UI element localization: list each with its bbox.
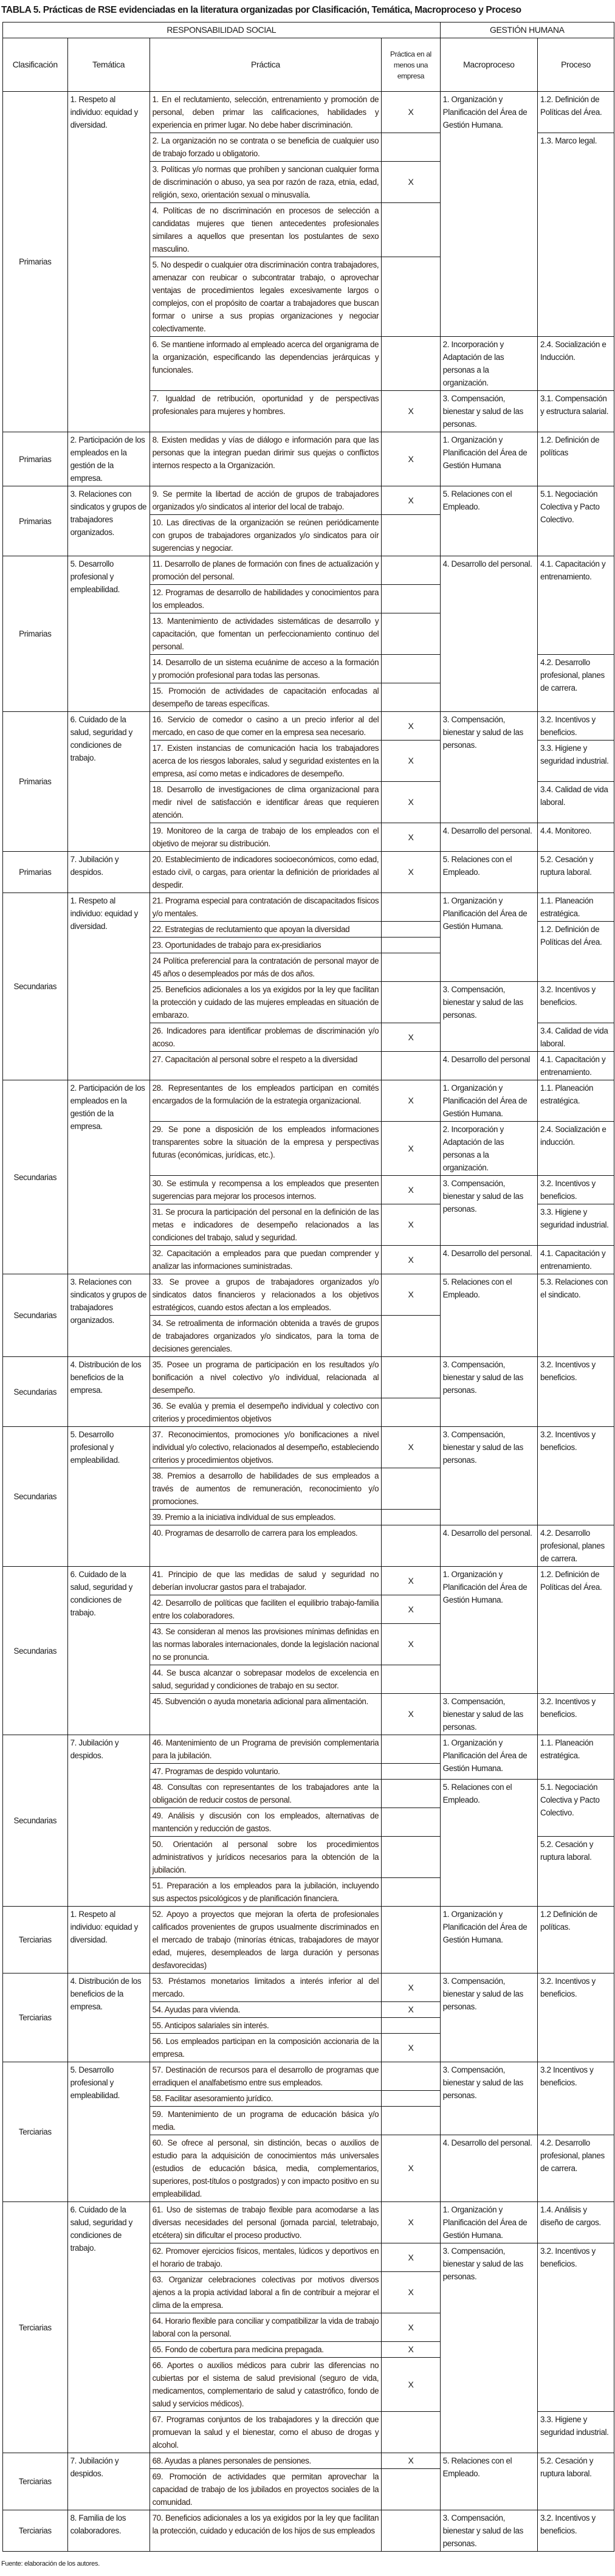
- proceso-cell: 3.2 Incentivos y beneficios.: [538, 2062, 614, 2135]
- proceso-cell: 4.1. Capacitación y entrenamiento.: [538, 556, 614, 655]
- practica-empresa-mark: [382, 1780, 440, 1808]
- practica-cell: 8. Existen medidas y vías de diálogo e información para que las personas que la integran puedan dirimir sus quejas o conflictos internos respecto a la Organización.: [149, 432, 382, 486]
- practica-empresa-mark: X: [382, 2202, 440, 2243]
- proceso-cell: 3.2. Incentivos y beneficios.: [538, 1357, 614, 1427]
- practica-cell: 4. Políticas de no discriminación en procesos de selección a candidatas mujeres que tienen antecedentes profesionales similares a aquellos que presentan los postulantes de sexo masculino.: [149, 203, 382, 257]
- practica-empresa-mark: X: [382, 2342, 440, 2358]
- macroproceso-cell: 3. Compensación, bienestar y salud de las personas.: [440, 1694, 537, 1735]
- clasificacion-cell: Primarias: [3, 486, 68, 556]
- proceso-cell: 5.1. Negociación Colectiva y Pacto Colectivo.: [538, 1780, 614, 1837]
- tematica-cell: 1. Respeto al individuo: equidad y diversidad.: [67, 1907, 149, 1973]
- table-row: [3, 432, 614, 486]
- practica-empresa-mark: [382, 585, 440, 613]
- clasificacion-cell: Terciarias: [3, 2453, 68, 2510]
- practica-cell: 22. Estrategias de reclutamiento que apoyan la diversidad: [149, 922, 382, 938]
- table-row: [3, 893, 614, 922]
- practica-empresa-mark: X: [382, 2358, 440, 2412]
- tematica-cell: 2. Participación de los empleados en la gestión de la empresa.: [67, 1080, 149, 1274]
- macroproceso-cell: 1. Organización y Planificación del Área de Gestión Humana.: [440, 1735, 537, 1780]
- clasificacion-cell: Primarias: [3, 432, 68, 486]
- proceso-cell: 3.2. Incentivos y beneficios.: [538, 1427, 614, 1525]
- proceso-cell: 4.2. Desarrollo profesional, planes de carrera.: [538, 2135, 614, 2202]
- proceso-cell: 5.2. Cesación y ruptura laboral.: [538, 1837, 614, 1907]
- proceso-cell: 3.2. Incentivos y beneficios.: [538, 1973, 614, 2062]
- practica-cell: 26. Indicadores para identificar problemas de discriminación y/o acoso.: [149, 1023, 382, 1052]
- practica-cell: 23. Oportunidades de trabajo para ex-presidiarios: [149, 938, 382, 953]
- practica-empresa-mark: X: [382, 2453, 440, 2469]
- practica-cell: 28. Representantes de los empleados participan en comités encargados de la formulación de la estrategia organizacional.: [149, 1080, 382, 1122]
- macroproceso-cell: 4. Desarrollo del personal.: [440, 823, 537, 852]
- table-row: [3, 1907, 614, 1973]
- practica-cell: 40. Programas de desarrollo de carrera para los empleados.: [149, 1525, 382, 1567]
- practica-empresa-mark: X: [382, 1204, 440, 1246]
- tematica-cell: 6. Cuidado de la salud, seguridad y condiciones de trabajo.: [67, 2202, 149, 2453]
- practica-empresa-mark: X: [382, 712, 440, 741]
- macroproceso-cell: 4. Desarrollo del personal.: [440, 2135, 537, 2202]
- macroproceso-cell: 3. Compensación, bienestar y salud de las personas.: [440, 2243, 537, 2453]
- practica-empresa-mark: X: [382, 1023, 440, 1052]
- practica-cell: 38. Premios a desarrollo de habilidades de sus empleados a través de aumentos de remuneración, reconocimiento y/o promociones.: [149, 1468, 382, 1510]
- proceso-cell: 1.2. Definición de Políticas del Área.: [538, 922, 614, 982]
- table-row: [3, 556, 614, 585]
- macroproceso-cell: 4. Desarrollo del personal.: [440, 1246, 537, 1274]
- practica-empresa-mark: [382, 1878, 440, 1907]
- practica-cell: 36. Se evalúa y premia el desempeño individual y colectivo con criterios y procedimientos objetivos: [149, 1398, 382, 1427]
- proceso-cell: 1.3. Marco legal.: [538, 133, 614, 337]
- practica-cell: 50. Orientación al personal sobre los procedimientos administrativos y jurídicos necesarios para la obtención de la jubilación.: [149, 1837, 382, 1878]
- practica-cell: 15. Promoción de actividades de capacitación enfocadas al desempeño de tareas específicas.: [149, 683, 382, 712]
- practica-cell: 32. Capacitación a empleados para que puedan comprender y analizar las informaciones suministradas.: [149, 1246, 382, 1274]
- practica-cell: 53. Préstamos monetarios limitados a interés inferior al del mercado.: [149, 1973, 382, 2002]
- proceso-cell: 4.4. Monitoreo.: [538, 823, 614, 852]
- macroproceso-cell: 3. Compensación, bienestar y salud de las personas.: [440, 1427, 537, 1525]
- practica-empresa-mark: X: [382, 782, 440, 823]
- practica-empresa-mark: [382, 1837, 440, 1878]
- header-tematica: Temática: [67, 38, 149, 92]
- clasificacion-cell: Primarias: [3, 852, 68, 893]
- practica-empresa-mark: [382, 337, 440, 391]
- practica-empresa-mark: [382, 953, 440, 982]
- practica-empresa-mark: [382, 1665, 440, 1694]
- practica-cell: 41. Principio de que las medidas de salud y seguridad no deberían involucrar gastos para el trabajador.: [149, 1567, 382, 1595]
- practica-cell: 57. Destinación de recursos para el desarrollo de programas que erradiquen el analfabetismo entre sus empleados.: [149, 2062, 382, 2091]
- clasificacion-cell: Primarias: [3, 712, 68, 852]
- practica-empresa-mark: X: [382, 1080, 440, 1122]
- proceso-cell: 3.2. Incentivos y beneficios.: [538, 2243, 614, 2412]
- proceso-cell: 3.2. Incentivos y beneficios.: [538, 1694, 614, 1735]
- practica-empresa-mark: X: [382, 432, 440, 486]
- practica-cell: 61. Uso de sistemas de trabajo flexible para acomodarse a las diversas necesidades del personal (jornada parcial, teletrabajo, etcétera) sin dificultar el proceso productivo.: [149, 2202, 382, 2243]
- practica-cell: 25. Beneficios adicionales a los ya exigidos por la ley que facilitan la protección y cuidado de las mujeres empleadas en situación de embarazo.: [149, 982, 382, 1023]
- practica-empresa-mark: [382, 1316, 440, 1357]
- tematica-cell: 7. Jubilación y despidos.: [67, 1735, 149, 1907]
- practica-cell: 13. Mantenimiento de actividades sistemáticas de desarrollo y capacitación, que fomentan un perfeccionamiento continuo del personal.: [149, 613, 382, 655]
- practica-empresa-mark: [382, 893, 440, 922]
- practica-empresa-mark: X: [382, 1427, 440, 1468]
- proceso-cell: 2.4. Socialización e inducción.: [538, 1122, 614, 1176]
- macroproceso-cell: 1. Organización y Planificación del Área de Gestión Humana.: [440, 1080, 537, 1122]
- practica-cell: 69. Promoción de actividades que permitan aprovechar la capacidad de trabajo de los jubilados en proyectos sociales de la comunidad.: [149, 2469, 382, 2510]
- macroproceso-cell: 1. Organización y Planificación del Área de Gestión Humana.: [440, 1907, 537, 1973]
- proceso-cell: 5.2. Cesación y ruptura laboral.: [538, 2453, 614, 2510]
- practica-cell: 33. Se provee a grupos de trabajadores organizados y/o sindicatos datos financieros y relacionados a los objetivos estratégicos, cuando estos afectan a los empleados.: [149, 1274, 382, 1316]
- proceso-cell: 3.4. Calidad de vida laboral.: [538, 782, 614, 823]
- practica-empresa-mark: [382, 1398, 440, 1427]
- practica-empresa-mark: [382, 613, 440, 655]
- practica-empresa-mark: [382, 556, 440, 585]
- practica-empresa-mark: X: [382, 2135, 440, 2202]
- practica-empresa-mark: X: [382, 1122, 440, 1176]
- practica-empresa-mark: X: [382, 92, 440, 133]
- practica-cell: 12. Programas de desarrollo de habilidades y conocimientos para los empleados.: [149, 585, 382, 613]
- practica-cell: 27. Capacitación al personal sobre el respeto a la diversidad: [149, 1052, 382, 1080]
- tematica-cell: 6. Cuidado de la salud, seguridad y condiciones de trabajo.: [67, 1567, 149, 1735]
- macroproceso-cell: 1. Organización y Planificación del Área de Gestión Humana.: [440, 92, 537, 337]
- practica-cell: 10. Las directivas de la organización se reúnen periódicamente con grupos de trabajadores organizados y/o sindicatos para oír sugerencias y negociar.: [149, 515, 382, 556]
- clasificacion-cell: Secundarias: [3, 1735, 68, 1907]
- practica-empresa-mark: [382, 922, 440, 938]
- proceso-cell: 1.2. Definición de políticas: [538, 432, 614, 486]
- practica-cell: 68. Ayudas a planes personales de pensiones.: [149, 2453, 382, 2469]
- header-proceso: Proceso: [538, 38, 614, 92]
- practica-empresa-mark: X: [382, 486, 440, 515]
- practica-cell: 21. Programa especial para contratación de discapacitados físicos y/o mentales.: [149, 893, 382, 922]
- practica-empresa-mark: X: [382, 1567, 440, 1595]
- macroproceso-cell: 3. Compensación, bienestar y salud de las personas.: [440, 712, 537, 823]
- practica-cell: 67. Programas conjuntos de los trabajadores y la dirección que promuevan la salud y el bienestar, como el abuso de drogas y alcohol.: [149, 2412, 382, 2453]
- practica-cell: 44. Se busca alcanzar o sobrepasar modelos de excelencia en salud, seguridad y condiciones de trabajo en su sector.: [149, 1665, 382, 1694]
- practica-cell: 48. Consultas con representantes de los trabajadores ante la obligación de reducir costos de personal.: [149, 1780, 382, 1808]
- practica-empresa-mark: [382, 1808, 440, 1837]
- practica-empresa-mark: [382, 2412, 440, 2453]
- practica-empresa-mark: [382, 1907, 440, 1973]
- clasificacion-cell: Terciarias: [3, 2510, 68, 2552]
- table-title: TABLA 5. Prácticas de RSE evidenciadas en la literatura organizadas por Clasificación, Temática, Macroproceso y Proceso: [1, 5, 521, 15]
- tematica-cell: 3. Relaciones con sindicatos y grupos de trabajadores organizados.: [67, 486, 149, 556]
- macroproceso-cell: 5. Relaciones con el Empleado.: [440, 486, 537, 556]
- practica-empresa-mark: X: [382, 2313, 440, 2342]
- practica-empresa-mark: [382, 1764, 440, 1780]
- practica-cell: 2. La organización no se contrata o se beneficia de cualquier uso de trabajo forzado u obligatorio.: [149, 133, 382, 162]
- practica-empresa-mark: X: [382, 2272, 440, 2313]
- practica-cell: 42. Desarrollo de políticas que faciliten el equilibrio trabajo-familia entre los colaboradores.: [149, 1595, 382, 1624]
- tematica-cell: 4. Distribución de los beneficios de la empresa.: [67, 1357, 149, 1427]
- proceso-cell: 5.2. Cesación y ruptura laboral.: [538, 852, 614, 893]
- practica-empresa-mark: X: [382, 1624, 440, 1665]
- header-macroproceso: Macroproceso: [440, 38, 537, 92]
- practica-cell: 5. No despedir o cualquier otra discriminación contra trabajadores, amenazar con reubicar o subcontratar trabajo, o aprovechar ventajas de procedimientos legales excesivamente largos o complejos, con el propósito de coartar a trabajadores que buscan formar o unirse a sus propias organizaciones y negociar colectivamente.: [149, 257, 382, 337]
- macroproceso-cell: 1. Organización y Planificación del Área de Gestión Humana: [440, 432, 537, 486]
- tematica-cell: 4. Distribución de los beneficios de la empresa.: [67, 1973, 149, 2062]
- proceso-cell: 3.2. Incentivos y beneficios.: [538, 1176, 614, 1204]
- practica-empresa-mark: X: [382, 391, 440, 432]
- table-row: [3, 852, 614, 893]
- practica-cell: 7. Igualdad de retribución, oportunidad y de perspectivas profesionales para mujeres y hombres.: [149, 391, 382, 432]
- proceso-cell: 1.2. Definición de Políticas del Área.: [538, 92, 614, 133]
- macroproceso-cell: 3. Compensación, bienestar y salud de las personas.: [440, 1176, 537, 1246]
- macroproceso-cell: 2. Incorporación y Adaptación de las personas a la organización.: [440, 337, 537, 391]
- practica-empresa-mark: X: [382, 2002, 440, 2018]
- macroproceso-cell: 3. Compensación, bienestar y salud de las personas.: [440, 1357, 537, 1427]
- table-row: [3, 1274, 614, 1316]
- practica-empresa-mark: [382, 1510, 440, 1525]
- practica-cell: 43. Se consideran al menos las provisiones mínimas definidas en las normas laborales internacionales, donde la legislación nacional no se pronuncia.: [149, 1624, 382, 1665]
- table-row: [3, 712, 614, 741]
- practica-empresa-mark: [382, 2107, 440, 2135]
- practica-empresa-mark: [382, 2510, 440, 2552]
- practica-cell: 9. Se permite la libertad de acción de grupos de trabajadores organizados y/o sindicatos al interior del local de trabajo.: [149, 486, 382, 515]
- clasificacion-cell: Primarias: [3, 556, 68, 712]
- proceso-cell: 3.2. Incentivos y beneficios.: [538, 982, 614, 1023]
- proceso-cell: 1.1. Planeación estratégica.: [538, 1080, 614, 1122]
- tematica-cell: 7. Jubilación y despidos.: [67, 852, 149, 893]
- proceso-cell: 3.3. Higiene y seguridad industrial.: [538, 1204, 614, 1246]
- tematica-cell: 1. Respeto al individuo: equidad y diversidad.: [67, 893, 149, 1080]
- practica-empresa-mark: [382, 2062, 440, 2091]
- practica-empresa-mark: X: [382, 1694, 440, 1735]
- practica-cell: 59. Mantenimiento de un programa de educación básica y/o media.: [149, 2107, 382, 2135]
- macroproceso-cell: 2. Incorporación y Adaptación de las personas a la organización.: [440, 1122, 537, 1176]
- tematica-cell: 5. Desarrollo profesional y empleabilidad.: [67, 556, 149, 712]
- practica-cell: 37. Reconocimientos, promociones y/o bonificaciones a nivel individual y/o colectivo, relacionados al desempeño, estableciendo criterios y procedimientos objetivos.: [149, 1427, 382, 1468]
- practica-cell: 31. Se procura la participación del personal en la definición de las metas e indicadores de desempeño relacionados a las condiciones del trabajo, salud y seguridad.: [149, 1204, 382, 1246]
- proceso-cell: 3.1. Compensación y estructura salarial.: [538, 391, 614, 432]
- tematica-cell: 3. Relaciones con sindicatos y grupos de trabajadores organizados.: [67, 1274, 149, 1357]
- clasificacion-cell: Terciarias: [3, 1907, 68, 1973]
- header-responsabilidad-social: RESPONSABILIDAD SOCIAL: [3, 22, 441, 38]
- practica-cell: 66. Aportes o auxilios médicos para cubrir las diferencias no cubiertas por el sistema de salud previsional (seguro de vida, medicamentos, complementario de salud y catastrófico, fondo de salud y servicios médicos).: [149, 2358, 382, 2412]
- practica-cell: 64. Horario flexible para conciliar y compatibilizar la vida de trabajo laboral con la personal.: [149, 2313, 382, 2342]
- header-practica-empresa: Práctica en al menos una empresa: [382, 38, 440, 92]
- macroproceso-cell: 5. Relaciones con el Empleado.: [440, 852, 537, 893]
- macroproceso-cell: 5. Relaciones con el Empleado.: [440, 2453, 537, 2510]
- table-row: [3, 1357, 614, 1398]
- practica-empresa-mark: X: [382, 2034, 440, 2062]
- practica-empresa-mark: [382, 2091, 440, 2107]
- practica-empresa-mark: [382, 1052, 440, 1080]
- table-row: [3, 2062, 614, 2091]
- macroproceso-cell: 3. Compensación, bienestar y salud de las personas.: [440, 2510, 537, 2552]
- proceso-cell: 3.3. Higiene y seguridad industrial.: [538, 2412, 614, 2453]
- practica-cell: 16. Servicio de comedor o casino a un precio inferior al del mercado, en caso de que comer en la empresa sea necesario.: [149, 712, 382, 741]
- practica-empresa-mark: X: [382, 1274, 440, 1316]
- proceso-cell: 4.2. Desarrollo profesional, planes de carrera.: [538, 1525, 614, 1567]
- clasificacion-cell: Secundarias: [3, 1567, 68, 1735]
- practica-empresa-mark: [382, 2018, 440, 2034]
- table-row: [3, 486, 614, 515]
- practica-empresa-mark: [382, 257, 440, 337]
- table-row: [3, 1567, 614, 1595]
- practica-cell: 54. Ayudas para vivienda.: [149, 2002, 382, 2018]
- table-row: [3, 2202, 614, 2243]
- proceso-cell: 2.4. Socialización e Inducción.: [538, 337, 614, 391]
- proceso-cell: 3.2. Incentivos y beneficios.: [538, 2510, 614, 2552]
- macroproceso-cell: 1. Organización y Planificación del Área de Gestión Humana.: [440, 893, 537, 982]
- practica-cell: 70. Beneficios adicionales a los ya exigidos por la ley que facilitan la protección, cuidado y educación de los hijos de sus empleados: [149, 2510, 382, 2552]
- table-row: [3, 2453, 614, 2469]
- macroproceso-cell: 4. Desarrollo del personal: [440, 1052, 537, 1080]
- macroproceso-cell: 3. Compensación, bienestar y salud de las personas.: [440, 1973, 537, 2062]
- macroproceso-cell: 3. Compensación, bienestar y salud de las personas.: [440, 391, 537, 432]
- practica-cell: 3. Políticas y/o normas que prohíben y sancionan cualquier forma de discriminación o abuso, ya sea por razón de raza, etnia, edad, religión, sexo, orientación sexual o minusvalía.: [149, 162, 382, 203]
- practica-cell: 56. Los empleados participan en la composición accionaria de la empresa.: [149, 2034, 382, 2062]
- practica-cell: 20. Establecimiento de indicadores socioeconómicos, como edad, estado civil, o cargas, para orientar la definición de prioridades al despedir.: [149, 852, 382, 893]
- practica-empresa-mark: X: [382, 852, 440, 893]
- proceso-cell: 5.3. Relaciones con el sindicato.: [538, 1274, 614, 1357]
- practica-cell: 11. Desarrollo de planes de formación con fines de actualización y promoción del personal.: [149, 556, 382, 585]
- table-row: [3, 1080, 614, 1122]
- clasificacion-cell: Primarias: [3, 92, 68, 432]
- proceso-cell: 3.4. Calidad de vida laboral.: [538, 1023, 614, 1052]
- macroproceso-cell: 4. Desarrollo del personal.: [440, 1525, 537, 1567]
- clasificacion-cell: Secundarias: [3, 893, 68, 1080]
- header-clasificacion: Clasificación: [3, 38, 68, 92]
- practica-cell: 18. Desarrollo de investigaciones de clima organizacional para medir nivel de satisfacción e identificar áreas que requieren atención.: [149, 782, 382, 823]
- header-gestion-humana: GESTIÓN HUMANA: [440, 22, 614, 38]
- proceso-cell: 1.1. Planeación estratégica.: [538, 893, 614, 922]
- practica-empresa-mark: [382, 655, 440, 683]
- clasificacion-cell: Terciarias: [3, 1973, 68, 2062]
- practica-empresa-mark: X: [382, 162, 440, 203]
- practica-empresa-mark: [382, 938, 440, 953]
- practica-cell: 55. Anticipos salariales sin interés.: [149, 2018, 382, 2034]
- table-row: [3, 1973, 614, 2002]
- practica-empresa-mark: [382, 133, 440, 162]
- table-body: [3, 92, 614, 2552]
- clasificacion-cell: Terciarias: [3, 2202, 68, 2453]
- clasificacion-cell: Secundarias: [3, 1080, 68, 1274]
- proceso-cell: 3.3. Higiene y seguridad industrial.: [538, 741, 614, 782]
- practica-empresa-mark: [382, 2469, 440, 2510]
- macroproceso-cell: 5. Relaciones con el Empleado.: [440, 1780, 537, 1907]
- practica-cell: 14. Desarrollo de un sistema ecuánime de acceso a la formación y promoción profesional para todas las personas.: [149, 655, 382, 683]
- proceso-cell: 1.2 Definición de políticas.: [538, 1907, 614, 1973]
- practica-empresa-mark: X: [382, 823, 440, 852]
- source-note: Fuente: elaboración de los autores.: [1, 2560, 100, 2567]
- proceso-cell: 1.2. Definición de Políticas del Área.: [538, 1567, 614, 1694]
- proceso-cell: 4.1. Capacitación y entrenamiento.: [538, 1246, 614, 1274]
- practica-cell: 30. Se estimula y recompensa a los empleados que presenten sugerencias para mejorar los procesos internos.: [149, 1176, 382, 1204]
- macroproceso-cell: 1. Organización y Planificación del Área de Gestión Humana.: [440, 1567, 537, 1694]
- practica-cell: 29. Se pone a disposición de los empleados informaciones transparentes sobre la situación de la empresa y perspectivas futuras (económicas, jurídicas, etc.).: [149, 1122, 382, 1176]
- rse-practices-table: [2, 22, 614, 2552]
- proceso-cell: 1.1. Planeación estratégica.: [538, 1735, 614, 1780]
- clasificacion-cell: Secundarias: [3, 1274, 68, 1357]
- clasificacion-cell: Secundarias: [3, 1357, 68, 1427]
- practica-cell: 1. En el reclutamiento, selección, entrenamiento y promoción de personal, deben primar las calificaciones, habilidades y experiencia en primer lugar. No debe haber discriminación.: [149, 92, 382, 133]
- macroproceso-cell: 4. Desarrollo del personal.: [440, 556, 537, 712]
- practica-empresa-mark: [382, 203, 440, 257]
- table-row: [3, 92, 614, 133]
- practica-cell: 51. Preparación a los empleados para la jubilación, incluyendo sus aspectos psicológicos y de planificación financiera.: [149, 1878, 382, 1907]
- practica-empresa-mark: [382, 1525, 440, 1567]
- tematica-cell: 5. Desarrollo profesional y empleabilidad.: [67, 1427, 149, 1567]
- practica-empresa-mark: X: [382, 1973, 440, 2002]
- proceso-cell: 1.4. Análisis y diseño de cargos.: [538, 2202, 614, 2243]
- practica-cell: 6. Se mantiene informado al empleado acerca del organigrama de la organización, especificando las dependencias jerárquicas y funcionales.: [149, 337, 382, 391]
- macroproceso-cell: 1. Organización y Planificación del Área de Gestión Humana.: [440, 2202, 537, 2243]
- table-row: [3, 2510, 614, 2552]
- practica-cell: 60. Se ofrece al personal, sin distinción, becas o auxilios de estudio para la adquisición de conocimientos más universales (estudios de educación básica, media, complementarios, superiores, post-títulos o postgrados) y con impacto positivo en su empleabilidad.: [149, 2135, 382, 2202]
- clasificacion-cell: Terciarias: [3, 2062, 68, 2202]
- practica-cell: 19. Monitoreo de la carga de trabajo de los empleados con el objetivo de mejorar su distribución.: [149, 823, 382, 852]
- practica-empresa-mark: X: [382, 1595, 440, 1624]
- proceso-cell: 4.1. Capacitación y entrenamiento.: [538, 1052, 614, 1080]
- practica-empresa-mark: X: [382, 1176, 440, 1204]
- column-header-row: [3, 38, 614, 92]
- macroproceso-cell: 3. Compensación, bienestar y salud de las personas.: [440, 982, 537, 1052]
- header-practica: Práctica: [149, 38, 382, 92]
- practica-empresa-mark: [382, 1357, 440, 1398]
- practica-cell: 34. Se retroalimenta de información obtenida a través de grupos de trabajadores organizados y/o sindicatos, para la toma de decisiones gerenciales.: [149, 1316, 382, 1357]
- practica-cell: 52. Apoyo a proyectos que mejoran la oferta de profesionales calificados provenientes de grupos usualmente discriminados en el mercado de trabajo (minorías étnicas, trabajadores de mayor edad, mujeres, desempleados de larga duración y personas desfavorecidas): [149, 1907, 382, 1973]
- macroproceso-cell: 5. Relaciones con el Empleado.: [440, 1274, 537, 1357]
- practica-empresa-mark: X: [382, 2243, 440, 2272]
- practica-empresa-mark: [382, 1468, 440, 1510]
- macroproceso-cell: 3. Compensación, bienestar y salud de las personas.: [440, 2062, 537, 2135]
- proceso-cell: 3.2. Incentivos y beneficios.: [538, 712, 614, 741]
- practica-cell: 47. Programas de despido voluntario.: [149, 1764, 382, 1780]
- practica-cell: 35. Posee un programa de participación en los resultados y/o bonificación a nivel colectivo y/o individual, relacionada al desempeño.: [149, 1357, 382, 1398]
- practica-cell: 46. Mantenimiento de un Programa de previsión complementaria para la jubilación.: [149, 1735, 382, 1764]
- table-row: [3, 1735, 614, 1764]
- tematica-cell: 2. Participación de los empleados en la gestión de la empresa.: [67, 432, 149, 486]
- practica-cell: 63. Organizar celebraciones colectivas por motivos diversos ajenos a la propia actividad laboral a fin de contribuir a mejorar el clima de la empresa.: [149, 2272, 382, 2313]
- practica-cell: 24 Política preferencial para la contratación de personal mayor de 45 años o desempleados por más de dos años.: [149, 953, 382, 982]
- proceso-cell: 4.2. Desarrollo profesional, planes de carrera.: [538, 655, 614, 712]
- practica-empresa-mark: X: [382, 741, 440, 782]
- practica-empresa-mark: X: [382, 1246, 440, 1274]
- table-row: [3, 1427, 614, 1468]
- clasificacion-cell: Secundarias: [3, 1427, 68, 1567]
- practica-empresa-mark: [382, 982, 440, 1023]
- tematica-cell: 8. Familia de los colaboradores.: [67, 2510, 149, 2552]
- tematica-cell: 5. Desarrollo profesional y empleabilidad.: [67, 2062, 149, 2202]
- practica-cell: 58. Facilitar asesoramiento jurídico.: [149, 2091, 382, 2107]
- tematica-cell: 1. Respeto al individuo: equidad y diversidad.: [67, 92, 149, 432]
- practica-cell: 65. Fondo de cobertura para medicina prepagada.: [149, 2342, 382, 2358]
- tematica-cell: 6. Cuidado de la salud, seguridad y condiciones de trabajo.: [67, 712, 149, 852]
- practica-empresa-mark: [382, 515, 440, 556]
- group-header-row: [3, 22, 614, 38]
- practica-cell: 39. Premio a la iniciativa individual de sus empleados.: [149, 1510, 382, 1525]
- practica-empresa-mark: [382, 683, 440, 712]
- practica-cell: 49. Análisis y discusión con los empleados, alternativas de mantención y reducción de gastos.: [149, 1808, 382, 1837]
- practica-empresa-mark: [382, 1735, 440, 1764]
- practica-cell: 45. Subvención o ayuda monetaria adicional para alimentación.: [149, 1694, 382, 1735]
- tematica-cell: 7. Jubilación y despidos.: [67, 2453, 149, 2510]
- practica-cell: 17. Existen instancias de comunicación hacia los trabajadores acerca de los riesgos laborales, salud y seguridad existentes en la empresa, así como metas e indicadores de desempeño.: [149, 741, 382, 782]
- practica-cell: 62. Promover ejercicios físicos, mentales, lúdicos y deportivos en el horario de trabajo.: [149, 2243, 382, 2272]
- proceso-cell: 5.1. Negociación Colectiva y Pacto Colectivo.: [538, 486, 614, 556]
